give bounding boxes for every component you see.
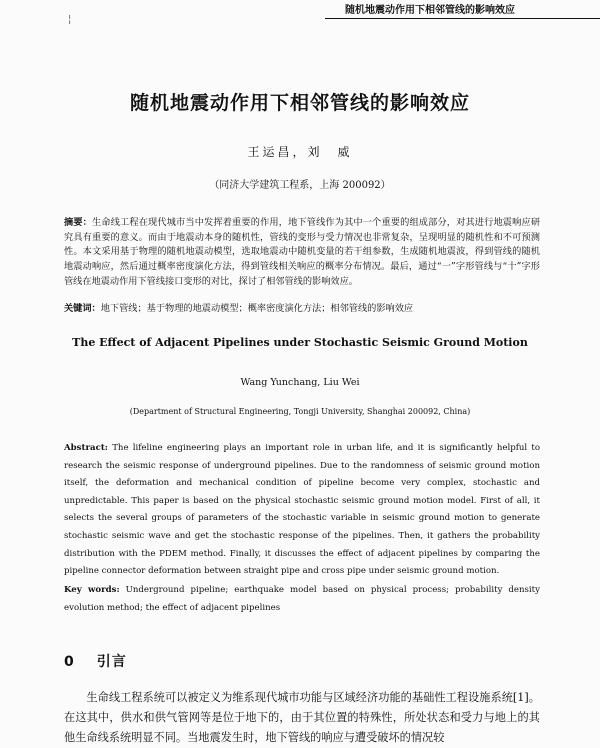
section-title: 引言: [96, 654, 127, 670]
keywords-text-english: Underground pipeline; earthquake model based on physical process; probability density evolution method; the effect of adjacent pipelines: [64, 585, 540, 613]
paper-title-chinese: 随机地震动作用下相邻管线的影响效应: [129, 92, 470, 114]
abstract-text-english: The lifeline engineering plays an important role in urban life, and it is significantly helpful to research the seismic response of underground pipelines. Due to the randomness of seismic ground motion itself, the deformation and mechanical condition of pipeline become very complex, stochastic and unpredictable. This paper is based on the physical stochastic seismic ground motion model. First of all, it selects the several groups of parameters of the stochastic variable in seismic ground motion to generate stochastic seismic wave and get the stochastic response of the pipelines. Then, it gathers the probability distribution with the PDEM method. Finally, it discusses the effect of adjacent pipelines by comparing the pipeline connector deformation between straight pipe and cross pipe under seismic ground motion.: [64, 443, 540, 577]
keywords-text-chinese: 地下管线；基于物理的地震动模型；概率密度演化方法；相邻管线的影响效应: [100, 303, 414, 314]
abstract-chinese: [64, 216, 540, 304]
abstract-label-chinese: 摘要：: [64, 217, 93, 228]
keywords-label-chinese: 关键词：: [64, 303, 101, 314]
affiliation-english: (Department of Structural Engineering, Tongji University, Shanghai 200092, China): [129, 407, 471, 416]
authors-english: Wang Yunchang, Liu Wei: [240, 377, 360, 388]
keywords-chinese: [64, 302, 540, 317]
running-head: 随机地震动作用下相邻管线的影响效应: [345, 5, 515, 16]
abstract-label-english: Abstract:: [64, 443, 108, 453]
section-number: 0: [64, 654, 75, 670]
corner-mark: ¦: [68, 14, 72, 25]
body-paragraph: 生命线工程系统可以被定义为维系现代城市功能与区域经济功能的基础性工程设施系统[1]。在这其中，供水和供气管网等是位于地下的，由于其位置的特殊性，所处状态和受力与地上的其他生命线系统明显不同。当地震发生时，地下管线的响应与遭受破坏的情况较: [64, 691, 540, 744]
affiliation-chinese: （同济大学建筑工程系，上海 200092）: [209, 180, 391, 191]
keywords-english: [64, 582, 540, 617]
abstract-english: [64, 440, 540, 590]
authors-chinese: 王运昌，刘 威: [247, 145, 353, 159]
abstract-text-chinese: 生命线工程在现代城市当中发挥着重要的作用，地下管线作为其中一个重要的组成部分，对其进行地震响应研究具有重要的意义。而由于地震动本身的随机性，管线的变形与受力情况也非常复杂，呈现明显的随机性和不可预测性。本文采用基于物理的随机地震动模型，选取地震动中随机变量的若干组参数，生成随机地震波，得到管线的随机地震动响应，然后通过概率密度演化方法，得到管线相关响应的概率分布情况。最后，通过“一”字形管线与“十”字形管线在地震动作用下管线接口变形的对比，探讨了相邻管线的影响效应。: [64, 217, 541, 287]
paper-title-english: The Effect of Adjacent Pipelines under Stochastic Seismic Ground Motion: [72, 336, 528, 349]
section-heading: [64, 651, 127, 671]
keywords-label-english: Key words:: [64, 585, 120, 595]
